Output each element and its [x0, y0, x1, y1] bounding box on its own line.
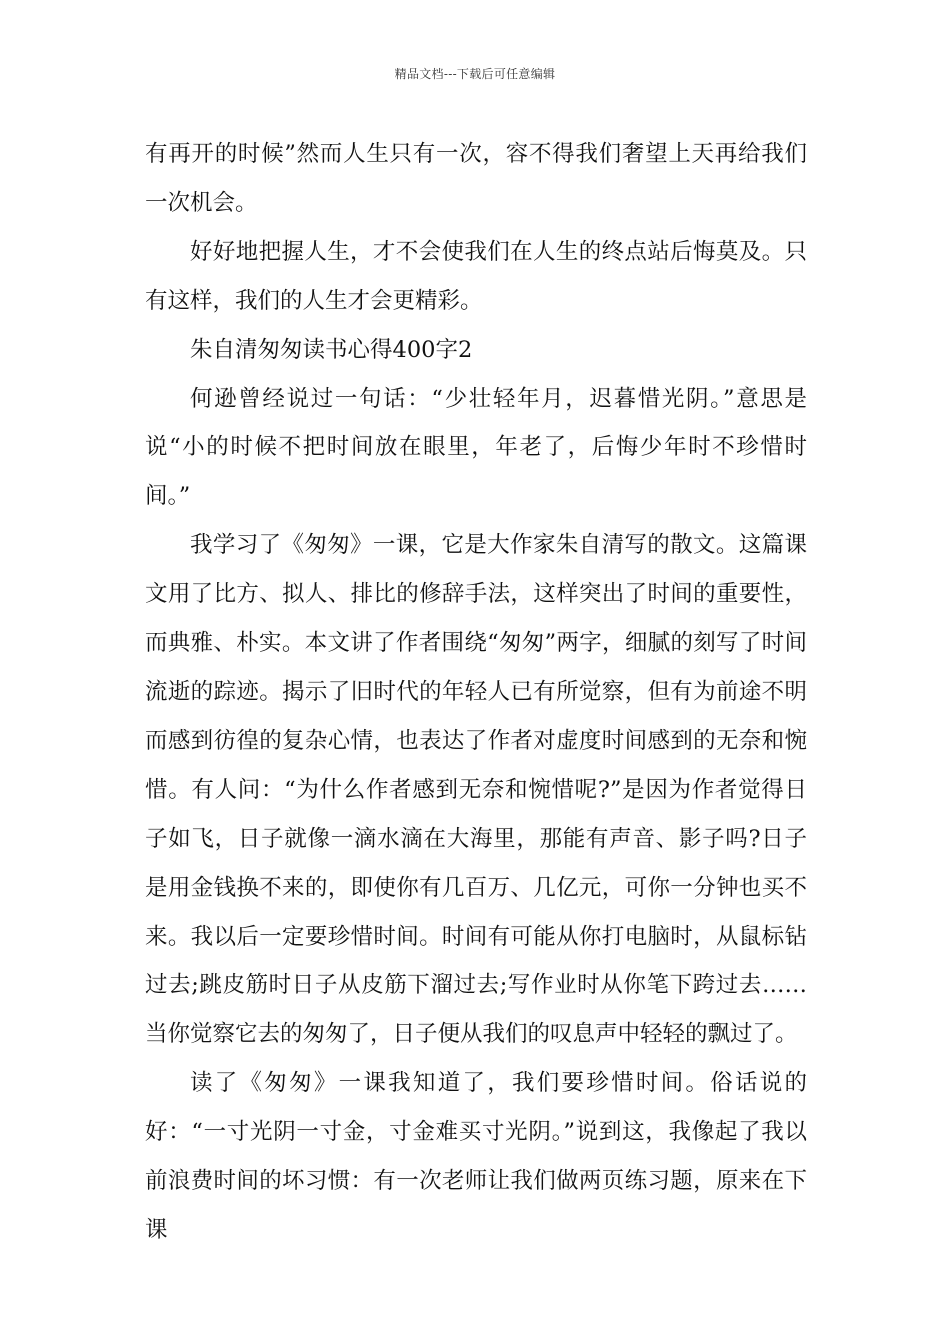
paragraph: 何逊曾经说过一句话：“少壮轻年月，迟暮惜光阴。”意思是说“小的时候不把时间放在眼里，年老了，后悔少年时不珍惜时间。” — [145, 385, 807, 510]
paragraph: 读了《匆匆》一课我知道了，我们要珍惜时间。俗话说的好：“一寸光阴一寸金，寸金难买寸光阴。”说到这，我像起了我以前浪费时间的坏习惯：有一次老师让我们做两页练习题，原来在下课 — [145, 1070, 807, 1243]
section-heading: 朱自清匆匆读书心得400字2 — [190, 336, 473, 363]
paragraph: 好好地把握人生，才不会使我们在人生的终点站后悔莫及。只有这样，我们的人生才会更精彩。 — [145, 238, 807, 314]
paragraph-continuation: 有再开的时候”然而人生只有一次，容不得我们奢望上天再给我们一次机会。 — [145, 141, 807, 216]
document-body — [145, 130, 807, 1255]
paragraph: 我学习了《匆匆》一课，它是大作家朱自清写的散文。这篇课文用了比方、拟人、排比的修辞手法，这样突出了时间的重要性，而典雅、朴实。本文讲了作者围绕“匆匆”两字，细腻的刻写了时间流逝的踪迹。揭示了旧时代的年轻人已有所觉察，但有为前途不明而感到彷徨的复杂心情，也表达了作者对虚度时间感到的无奈和惋惜。有人问：“为什么作者感到无奈和惋惜呢?”是因为作者觉得日子如飞，日子就像一滴水滴在大海里，那能有声音、影子吗?日子是用金钱换不来的，即使你有几百万、几亿元，可你一分钟也买不来。我以后一定要珍惜时间。时间有可能从你打电脑时，从鼠标钻过去;跳皮筋时日子从皮筋下溜过去;写作业时从你笔下跨过去……当你觉察它去的匆匆了，日子便从我们的叹息声中轻轻的飘过了。 — [145, 532, 807, 1048]
page-header: 精品文档---下载后可任意编辑 — [394, 67, 556, 81]
